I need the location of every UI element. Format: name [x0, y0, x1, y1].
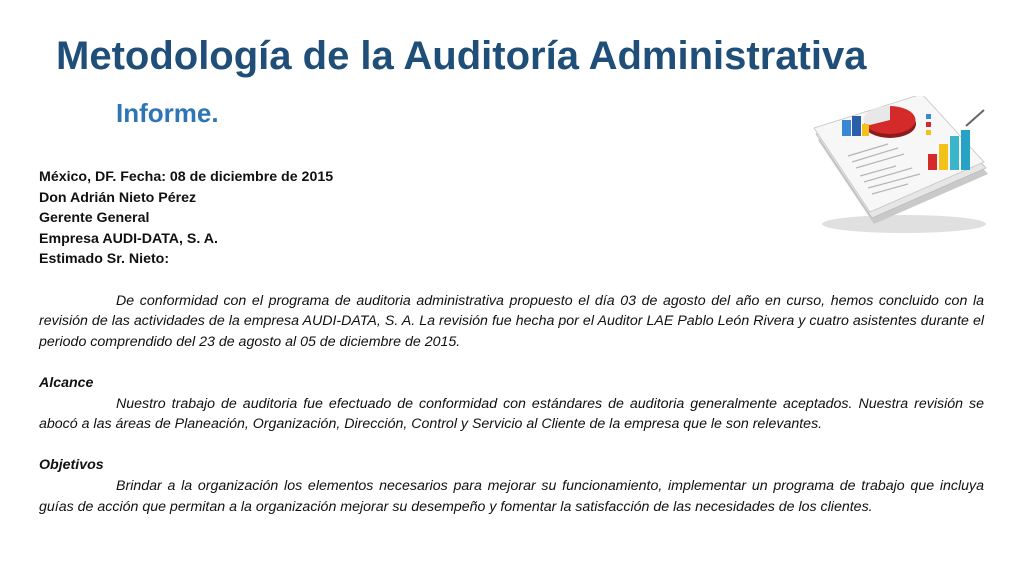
letter-recipient-title: Gerente General [39, 210, 150, 227]
letter-body [39, 167, 984, 517]
slide-title: Metodología de la Auditoría Administrativa [56, 34, 867, 78]
letter-recipient: Don Adrián Nieto Pérez [39, 189, 197, 206]
letter-date: México, DF. Fecha: 08 de diciembre de 2015 [39, 169, 334, 185]
letter-company: Empresa AUDI-DATA, S. A. [39, 230, 218, 247]
intro-paragraph: De conformidad con el programa de auditoria administrativa propuesto el día 03 de agosto del año en curso, hemos concluido con la revisión de las actividades de la empresa AUDI-DATA, S. A. La revisión fue hecha por el Auditor LAE Pablo León Rivera y cuatro asistentes durante el periodo comprendido del 23 de agosto al 05 de diciembre de 2015. [39, 292, 984, 350]
objectives-heading: Objetivos [39, 457, 104, 474]
letter-salutation: Estimado Sr. Nieto: [39, 251, 170, 268]
objectives-paragraph: Brindar a la organización los elementos necesarios para mejorar su funcionamiento, implementar un programa de trabajo que incluya guías de acción que permitan a la organización mejorar su desempeño y fomentar la satisfacción de las necesidades de los clientes. [39, 477, 984, 515]
slide-subtitle: Informe. [116, 98, 219, 128]
scope-heading: Alcance [39, 374, 94, 391]
scope-paragraph: Nuestro trabajo de auditoria fue efectuado de conformidad con estándares de auditoria generalmente aceptados. Nuestra revisión se abocó a las áreas de Planeación, Organización, Dirección, Control y Servicio al Cliente de la empresa que le son relevantes. [39, 395, 984, 433]
